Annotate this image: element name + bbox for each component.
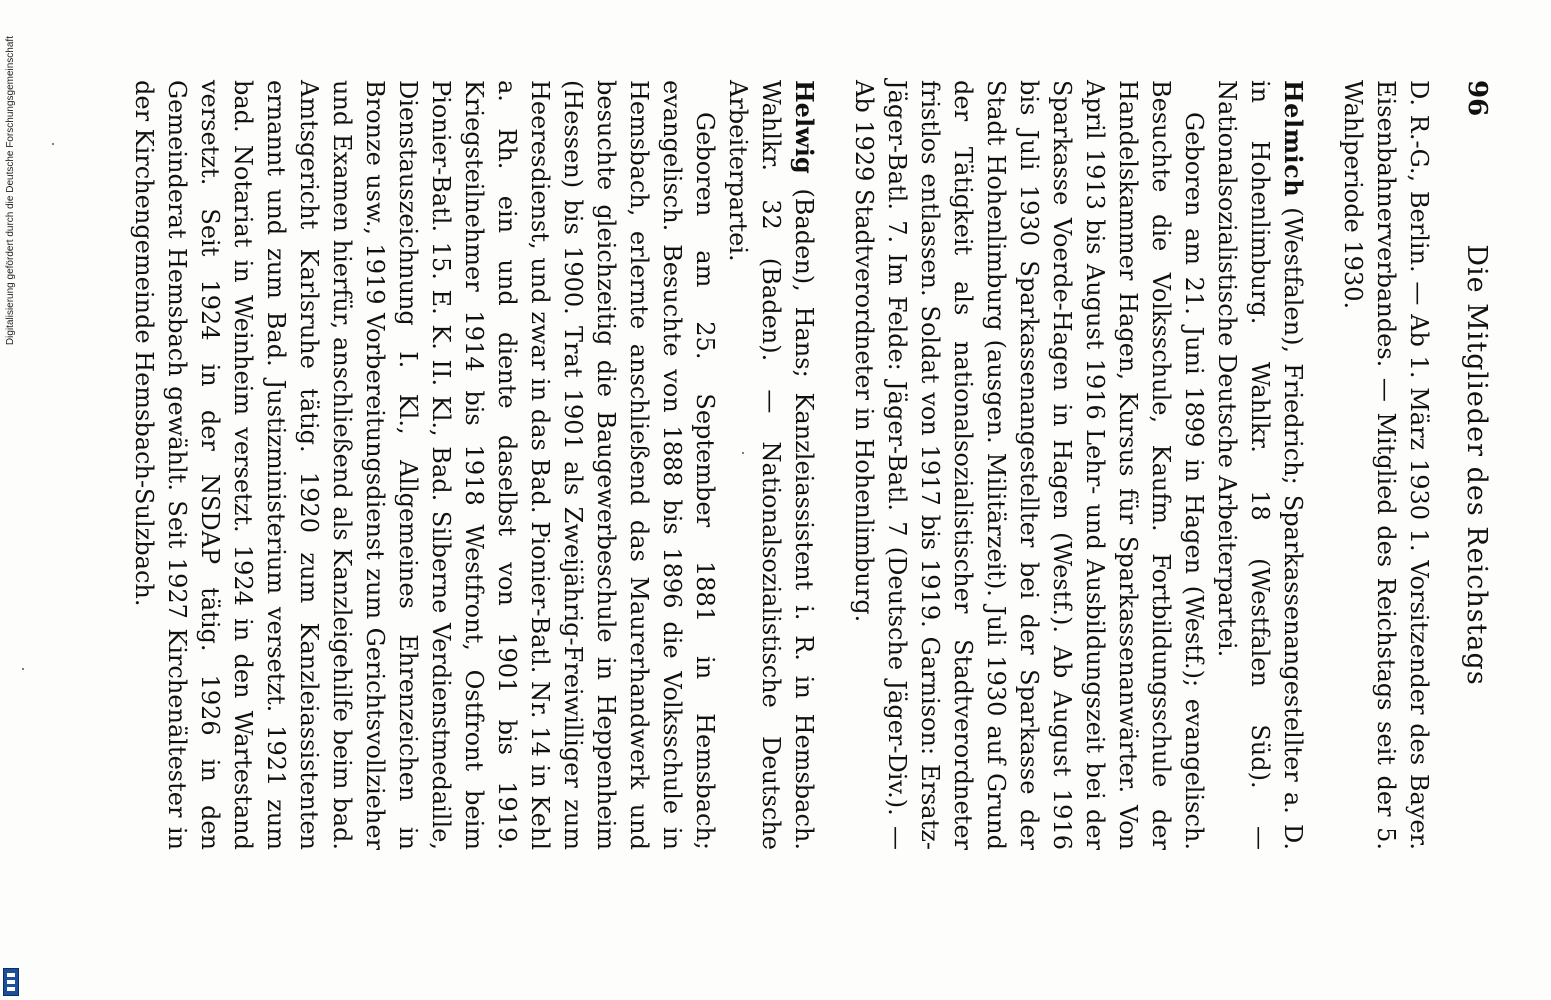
dfg-logo-icon bbox=[3, 968, 19, 996]
member-biography: Geboren am 21. Juni 1899 in Hagen (Westf.); evangelisch. Besuchte die Volksschule, Kaufm. Fortbildungsschule der Handelskammer Hagen, Kursus für Sparkassenanwärter. Von April 1913 bis August 1916 Lehr- und Ausbildungszeit bei der Sparkasse Voerde-Hagen in Hagen (Westf.). Ab August 1916 bis Juli 1930 Sparkassenangestellter bei der Sparkasse der Stadt Hohenlimburg (ausgen. Militärzeit). Juli 1930 auf Grund der Tätigkeit als nationalsozialistischer Stadtverordneter fristlos entlassen. Soldat von 1917 bis 1919. Garnison: Ersatz-Jäger-Batl. 7. Im Felde: Jäger-Batl. 7 (Deutsche Jäger-Div.). — Ab 1929 Stadtverordneter in Hohenlimburg. bbox=[850, 80, 1208, 850]
entry-continuation-text: D. R.-G., Berlin. — Ab 1. März 1930 1. Vorsitzender des Bayer. Eisenbahnerverbandes. — Mitglied des Reichstags seit der 5. Wahlperiode 1930. bbox=[1339, 80, 1433, 850]
scan-speck bbox=[22, 668, 24, 670]
member-name: Helmich bbox=[1279, 80, 1308, 198]
page-number: 96 bbox=[1462, 80, 1492, 117]
scan-speck bbox=[52, 143, 54, 145]
member-name: Helwig bbox=[790, 80, 819, 174]
entry-continuation bbox=[1336, 80, 1435, 850]
member-heading-text: (Baden), Hans; Kanzleiassistent i. R. in Hemsbach. Wahlkr. 32 (Baden). — Nationalsozialistische Deutsche Arbeiterpartei. bbox=[724, 80, 818, 850]
member-biography: Geboren am 25. September 1881 in Hemsbach; evangelisch. Besuchte von 1888 bis 1896 die Volksschule in Hemsbach, erlernte anschließend das Maurerhandwerk und besuchte gleichzeitig die Baugewerbeschule in Heppenheim (Hessen) bis 1900. Trat 1901 als Zweijährig-Freiwilliger zum Heeresdienst, und zwar in das Bad. Pionier-Batl. Nr. 14 in Kehl a. Rh. ein und diente daselbst von 1901 bis 1919. Kriegsteilnehmer 1914 bis 1918 Westfront, Ostfront beim Pionier-Batl. 15. E. K. II. Kl., Bad. Silberne Verdienstmedaille, Dienstauszeichnung I. Kl., Allgemeines Ehrenzeichen in Bronze usw., 1919 Vorbereitungsdienst zum Gerichtsvollzieher und Examen hierfür, anschließend als Kanzleigehilfe beim bad. Amtsgericht Karlsruhe tätig. 1920 zum Kanzleiassistenten ernannt und zum Bad. Justizministerium versetzt. 1921 zum bad. Notariat in Weinheim versetzt. 1924 in den Wartestand versetzt. Seit 1924 in der NSDAP tätig. 1926 in den Gemeinderat Hemsbach gewählt. Seit 1927 Kirchenältester in der Kirchengemeinde Hemsbach-Sulzbach. bbox=[130, 80, 719, 850]
entry-heading bbox=[1210, 80, 1310, 850]
scan-speck bbox=[742, 452, 744, 454]
member-heading-text: (Westfalen), Friedrich; Sparkassenangestellter a. D. in Hohenlimburg. Wahlkr. 18 (Westfalen Süd). — Nationalsozialistische Deutsche Arbeiterpartei. bbox=[1213, 80, 1307, 850]
entry-helmich bbox=[847, 80, 1310, 850]
digitization-note bbox=[2, 0, 20, 1000]
digitization-note-text: Digitalisierung gefördert durch die Deutsche Forschungsgemeinschaft bbox=[5, 36, 16, 346]
running-title: Die Mitglieder des Reichstags bbox=[1461, 244, 1492, 686]
running-head bbox=[1449, 80, 1493, 850]
entry-heading bbox=[721, 80, 821, 850]
entry-helwig bbox=[127, 80, 821, 850]
